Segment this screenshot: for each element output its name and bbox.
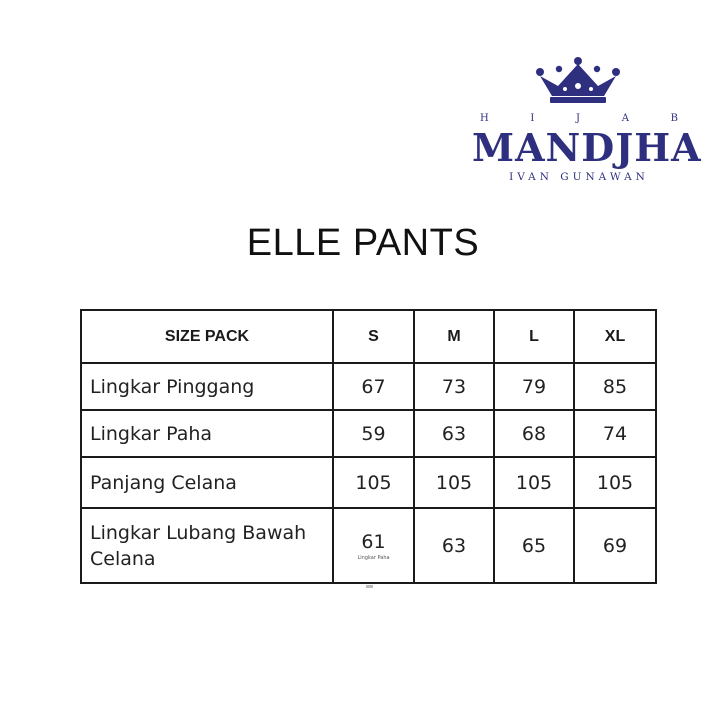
- cell-value: 73: [414, 363, 494, 410]
- cell-value: 105: [574, 457, 656, 508]
- header-size-pack: SIZE PACK: [81, 310, 333, 363]
- table-row: [81, 508, 656, 583]
- logo-brand-name: MANDJHA: [472, 125, 702, 170]
- logo-letter: I: [530, 113, 535, 124]
- cell-value-text: 61: [361, 530, 386, 553]
- cell-value: 85: [574, 363, 656, 410]
- logo-letter: B: [670, 113, 678, 124]
- logo-letter: H: [480, 113, 489, 124]
- row-label: Lingkar Lubang Bawah Celana: [81, 508, 333, 583]
- cell-note: Lingkar Paha: [357, 554, 390, 561]
- crown-icon: [532, 56, 624, 104]
- cell-value: 74: [574, 410, 656, 457]
- row-label: Lingkar Pinggang: [81, 363, 333, 410]
- logo-letter: A: [621, 113, 629, 124]
- table-row: [81, 363, 656, 410]
- small-mark: [366, 585, 373, 588]
- cell-value: 59: [333, 410, 414, 457]
- table-header-row: [81, 310, 656, 363]
- logo-top-letters: [472, 113, 686, 124]
- page-title: ELLE PANTS: [246, 222, 480, 264]
- brand-logo: [472, 52, 702, 186]
- header-size-s: S: [333, 310, 414, 363]
- header-size-xl: XL: [574, 310, 656, 363]
- size-chart-table: [80, 309, 657, 584]
- cell-value: 63: [414, 508, 494, 583]
- cell-value: 68: [494, 410, 574, 457]
- cell-value: 63: [414, 410, 494, 457]
- row-label: Lingkar Paha: [81, 410, 333, 457]
- cell-value: 79: [494, 363, 574, 410]
- cell-value: 105: [333, 457, 414, 508]
- cell-value: [333, 508, 414, 583]
- cell-value: 105: [414, 457, 494, 508]
- cell-value: 65: [494, 508, 574, 583]
- header-size-l: L: [494, 310, 574, 363]
- cell-value: 69: [574, 508, 656, 583]
- logo-subtitle: IVAN GUNAWAN: [509, 171, 649, 183]
- table-row: [81, 457, 656, 508]
- cell-value: 105: [494, 457, 574, 508]
- header-size-m: M: [414, 310, 494, 363]
- table-row: [81, 410, 656, 457]
- logo-letter: J: [576, 113, 581, 124]
- cell-value: 67: [333, 363, 414, 410]
- row-label: Panjang Celana: [81, 457, 333, 508]
